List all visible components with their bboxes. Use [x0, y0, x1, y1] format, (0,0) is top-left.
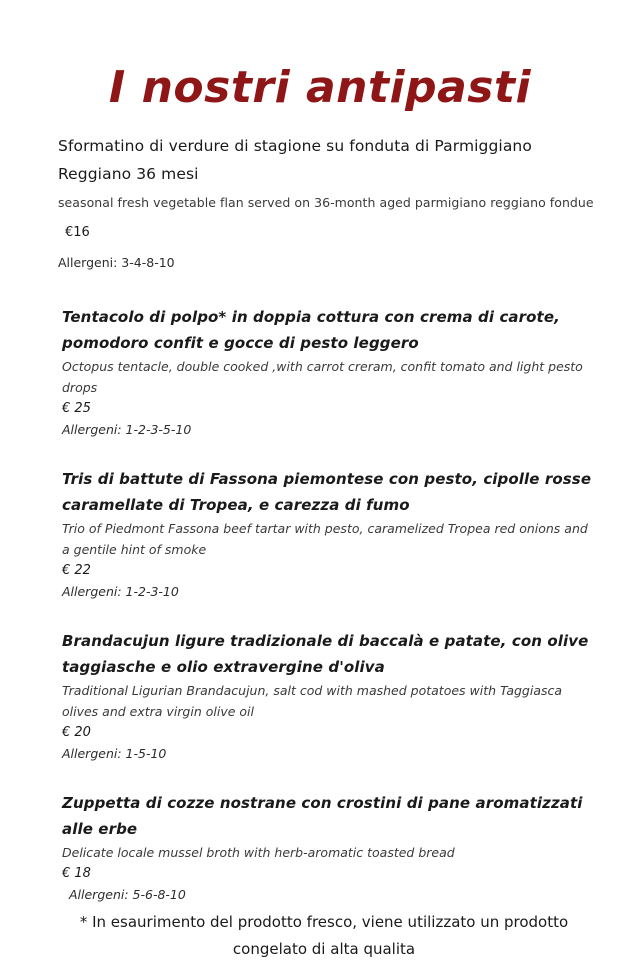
dish-description: Trio of Piedmont Fassona beef tartar with pesto, caramelized Tropea red onions and a gentile hint of smoke — [62, 521, 588, 557]
dish-description: Octopus tentacle, double cooked ,with carrot creram, confit tomato and light pesto drops — [62, 359, 583, 395]
frozen-product-footnote: * In esaurimento del prodotto fresco, viene utilizzato un prodotto congelato di alta qualita — [79, 913, 569, 958]
dish-price: € 22 — [62, 563, 91, 578]
dish-description: Traditional Ligurian Brandacujun, salt cod with mashed potatoes with Taggiasca olives and extra virgin olive oil — [62, 683, 563, 719]
dish-price: € 20 — [62, 725, 91, 740]
dish-description: seasonal fresh vegetable flan served on 36-month aged parmigiano reggiano fondue — [58, 195, 594, 210]
dish-price: € 25 — [62, 401, 91, 416]
dish-name: Brandacujun ligure tradizionale di baccalà e patate, con olive taggiasche e olio extravergine d'oliva — [62, 632, 589, 676]
dish-price: € 18 — [62, 866, 91, 881]
page-title: I nostri antipasti — [108, 62, 532, 113]
menu-item — [0, 790, 640, 905]
dish-allergens: Allergeni: 1-2-3-10 — [62, 584, 179, 599]
dish-allergens: Allergeni: 5-6-8-10 — [69, 887, 186, 902]
dish-allergens: Allergeni: 1-5-10 — [62, 746, 167, 761]
menu-item — [0, 466, 640, 602]
dish-allergens: Allergeni: 1-2-3-5-10 — [62, 422, 192, 437]
dish-name: Sformatino di verdure di stagione su fonduta di Parmiggiano Reggiano 36 mesi — [58, 137, 532, 183]
menu-item — [0, 304, 640, 440]
dish-name: Tentacolo di polpo* in doppia cottura con crema di carote, pomodoro confit e gocce di pesto leggero — [62, 308, 560, 352]
dish-description: Delicate locale mussel broth with herb-aromatic toasted bread — [62, 845, 455, 860]
menu-item — [0, 132, 640, 278]
dish-price: €16 — [65, 225, 90, 240]
dish-name: Tris di battute di Fassona piemontese con pesto, cipolle rosse caramellate di Tropea, e carezza di fumo — [62, 470, 592, 514]
menu-item — [0, 628, 640, 764]
antipasti-list — [0, 132, 640, 905]
dish-name: Zuppetta di cozze nostrane con crostini di pane aromatizzati alle erbe — [62, 794, 583, 838]
dish-allergens: Allergeni: 3-4-8-10 — [58, 255, 175, 270]
